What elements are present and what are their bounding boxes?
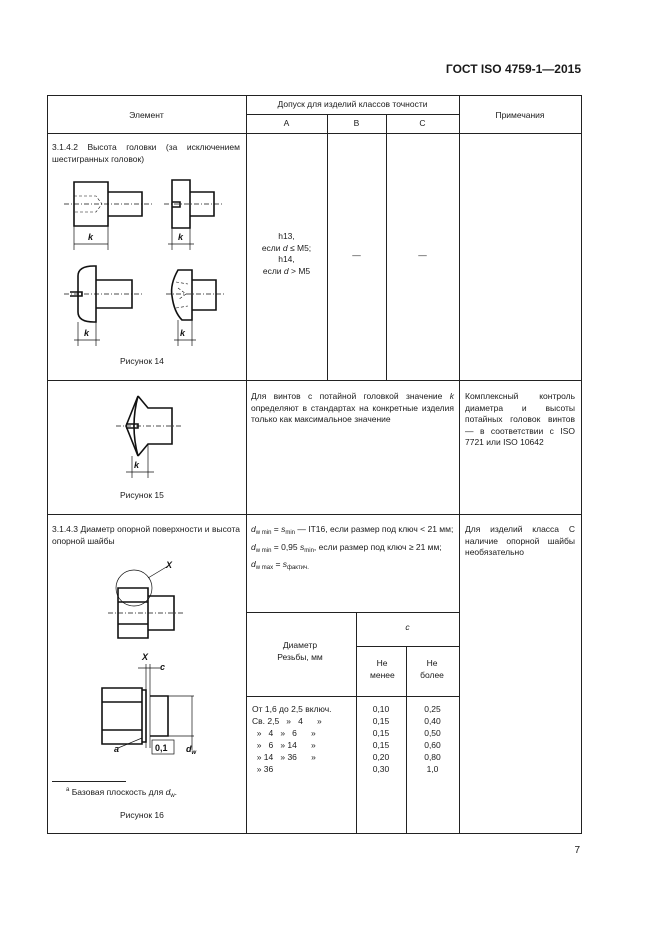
row1-class-b-tolerance: — xyxy=(352,250,361,260)
table-row-min: 0,30 xyxy=(372,764,390,774)
row2-note: Комплексный контроль диаметра и высоты потайных головок винтов — в соответствии с ISO 7721 или ISO 10642 xyxy=(465,391,575,447)
table-row-min: 0,20 xyxy=(372,752,390,762)
row3-formulas: $d_{w min} = s_{min}$ — IT16, если размер под ключ < 21 мм; $d_{w min} = 0,95$ $s_{min}$, если размер под ключ ≥ 21 мм; $d_{w max} = s_{фактич.}$ xyxy=(251,524,454,571)
tolerance-box-label: 0,1 xyxy=(155,743,168,753)
header-notes: Примечания xyxy=(495,110,545,120)
table-row-min: 0,15 xyxy=(372,740,390,750)
row1-class-a-tolerance: h13, если d ≤ M5; h14, если d > M5 xyxy=(261,231,312,276)
figure-15-drawing xyxy=(112,386,192,482)
footnote-rule xyxy=(52,781,126,782)
table-row-min: 0,15 xyxy=(372,716,390,726)
k-label-2: k xyxy=(178,232,184,242)
table-row-max: 0,80 xyxy=(424,752,441,762)
subtable-header-diameter: Диаметр Резьбы, мм xyxy=(277,640,323,662)
x-label-2: X xyxy=(142,652,149,662)
figure-15-caption: Рисунок 15 xyxy=(120,490,164,500)
x-label-1: X xyxy=(166,560,173,570)
table-row-range: » 14 » 36 » xyxy=(252,752,316,762)
row2-description: Для винтов с потайной головкой значение k определяют в стандартах на конкретные изделия только как максимальное значение xyxy=(251,391,454,424)
table-row-range: » 6 » 14 » xyxy=(252,740,316,750)
table-row-min: 0,15 xyxy=(372,728,390,738)
k-label-1: k xyxy=(88,232,94,242)
document-code: ГОСТ ISO 4759-1—2015 xyxy=(445,62,581,76)
subtable-header-max: Не более xyxy=(420,658,444,680)
row3-note: Для изделий класса C наличие опорной шайбы необязательно xyxy=(465,524,575,557)
row1-title: 3.1.4.2 Высота головки (за исключением шестигранных головок) xyxy=(52,142,240,164)
k-label-4: k xyxy=(180,328,186,338)
header-tolerance: Допуск для изделий классов точности xyxy=(277,99,428,109)
table-row-min: 0,10 xyxy=(372,704,390,714)
table-row-range: » 36 xyxy=(252,764,274,774)
subtable-header-min: Не менее xyxy=(370,658,395,680)
c-label: c xyxy=(160,662,166,672)
footnote: $^a$ Базовая плоскость для $d_w$. xyxy=(66,786,178,799)
header-class-a: A xyxy=(283,118,290,128)
figure-16-caption: Рисунок 16 xyxy=(120,810,164,820)
header-element: Элемент xyxy=(129,110,164,120)
table-row-max: 1,0 xyxy=(426,764,439,774)
a-marker-label: a xyxy=(114,744,120,754)
figure-14-caption: Рисунок 14 xyxy=(120,356,164,366)
header-class-b: B xyxy=(353,118,360,128)
page-number: 7 xyxy=(574,845,580,856)
dw-label: $d_w$ xyxy=(186,744,197,756)
table-row-max: 0,60 xyxy=(424,740,441,750)
table-row-max: 0,50 xyxy=(424,728,441,738)
k-label-5: k xyxy=(134,460,140,470)
table-row-max: 0,40 xyxy=(424,716,441,726)
table-row-range: Св. 2,5 » 4 » xyxy=(252,716,322,726)
table-row-range: » 4 » 6 » xyxy=(252,728,316,738)
figure-16-drawing xyxy=(88,552,208,764)
table-row-max: 0,25 xyxy=(424,704,441,714)
k-label-3: k xyxy=(84,328,90,338)
row1-class-c-tolerance: — xyxy=(418,250,427,260)
table-row-range: От 1,6 до 2,5 включ. xyxy=(252,704,332,714)
row3-title: 3.1.4.3 Диаметр опорной поверхности и высота опорной шайбы xyxy=(52,524,240,546)
subtable-header-c: c xyxy=(405,622,410,632)
figure-14-drawing xyxy=(60,172,230,352)
header-class-c: C xyxy=(419,118,426,128)
